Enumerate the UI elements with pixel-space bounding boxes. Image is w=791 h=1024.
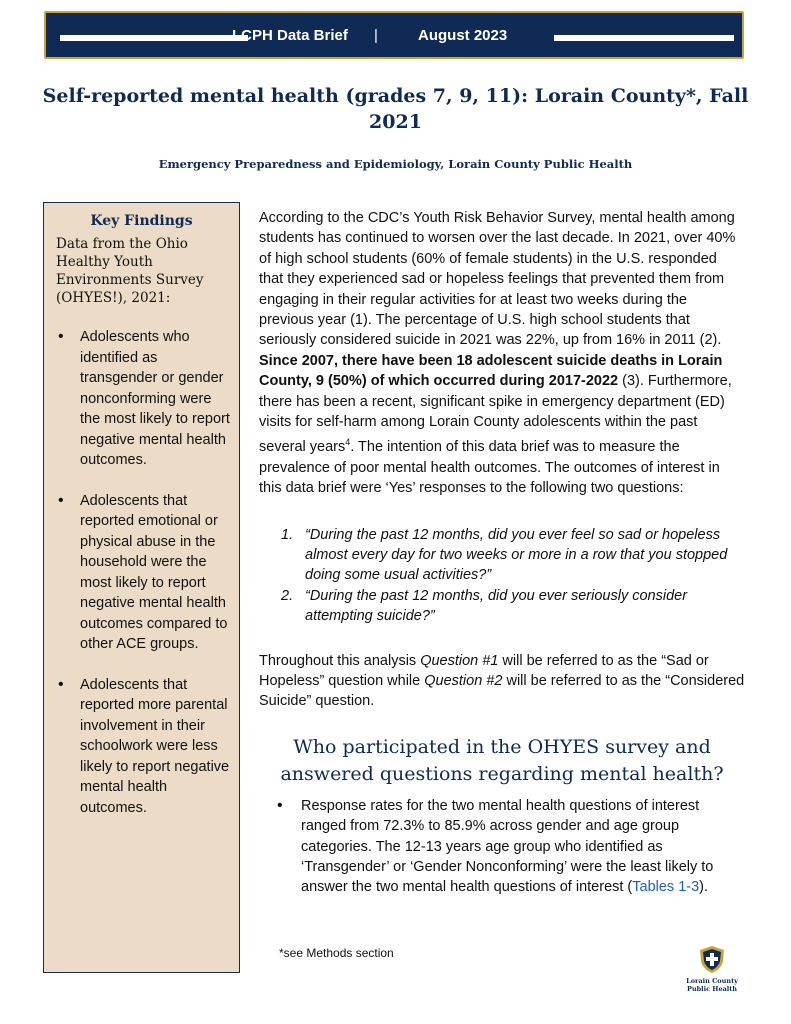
question-number: 1. [281,526,294,543]
logo-line-2: Public Health [686,985,737,993]
question-number: 2. [281,587,294,604]
bullet-text-end: ). [699,879,709,896]
question-item [259,586,745,627]
intro-text-3: . The intention of this data brief was to measure the prevalence of poor mental health outcomes. The outcomes of interest in this data brief were ‘Yes’ responses to the following two questions: [259,439,720,497]
banner-separator: | [374,27,378,44]
question-2-ref: Question #2 [424,672,503,689]
header-banner [44,11,744,59]
banner-brief-label: LCPH Data Brief [232,27,348,44]
shield-cross-icon [697,944,727,974]
throughout-paragraph [259,651,745,712]
intro-text-1: According to the CDC’s Youth Risk Behavior Survey, mental health among students has continued to worsen over the last decade. In 2021, over 40% of high school students (60% of female students) in the U.S. responded that they experienced sad or hopeless feelings that prevented them from engaging in their regular activities for at least two weeks during the previous year (1). The percentage of U.S. high school students that seriously considered suicide in 2021 was 22%, up from 16% in 2011 (2). [259,210,736,349]
lcph-logo [682,944,742,993]
throughout-text: will be referred to as the “Considered Suicide” question. [259,672,745,710]
key-findings-intro: Data from the Ohio Healthy Youth Environments Survey (OHYES!), 2021: [56,236,204,306]
section-bullet-item [259,796,745,898]
intro-paragraph [259,208,745,499]
section-heading: Who participated in the OHYES survey and answered questions regarding mental health? [280,735,724,785]
section-bullets [259,796,745,898]
methods-footnote: *see Methods section [279,946,394,960]
key-findings-panel [43,202,240,973]
logo-line-1: Lorain County [686,977,738,985]
key-findings-list [44,327,239,818]
main-content [259,208,745,898]
key-finding-item: • Adolescents who identified as transgender or gender nonconforming were the most likely to report negative mental health outcomes. [44,327,239,471]
question-list [259,525,745,627]
bullet-text: Response rates for the two mental health questions of interest ranged from 72.3% to 85.9% across gender and age group categories. The 12-13 years age group who identified as ‘Transgender’ or ‘Gender Nonconforming’ were the least likely to answer the two mental health questions of interest ( [301,797,714,896]
question-text: “During the past 12 months, did you ever feel so sad or hopeless almost every day for two weeks or more in a row that you stopped doing some usual activities?” [305,526,728,584]
question-text: “During the past 12 months, did you ever seriously consider attempting suicide?” [305,587,688,625]
banner-decor-bar-left [60,35,248,41]
throughout-text: Throughout this analysis [259,652,421,669]
intro-text-2: (3). Furthermore, there has been a recent, significant spike in emergency department (ED) visits for self-harm among Lorain County adolescents within the past several years [259,373,732,456]
intro-bold-text: Since 2007, there have been 18 adolescent suicide deaths in Lorain County, 9 (50%) of which occurred during 2017-2022 [259,352,723,390]
logo-text [682,977,742,993]
key-finding-item: • Adolescents that reported more parental involvement in their schoolwork were less likely to report negative mental health outcomes. [44,675,239,819]
page-subtitle: Emergency Preparedness and Epidemiology, Lorain County Public Health [158,157,633,171]
footnote-ref: 4 [345,437,351,448]
key-finding-item: • Adolescents that reported emotional or physical abuse in the household were the most likely to report negative mental health outcomes compared to other ACE groups. [44,491,239,655]
key-findings-heading: Key Findings [90,213,193,229]
banner-date: August 2023 [418,27,508,44]
tables-link[interactable]: Tables 1-3 [632,879,700,896]
throughout-text: will be referred to as the “Sad or Hopeless” question while [259,652,709,689]
question-item [259,525,745,586]
page-title: Self-reported mental health (grades 7, 9, 11): Lorain County*, Fall 2021 [42,85,749,133]
question-1-ref: Question #1 [420,652,499,669]
banner-decor-bar-right [554,35,734,41]
